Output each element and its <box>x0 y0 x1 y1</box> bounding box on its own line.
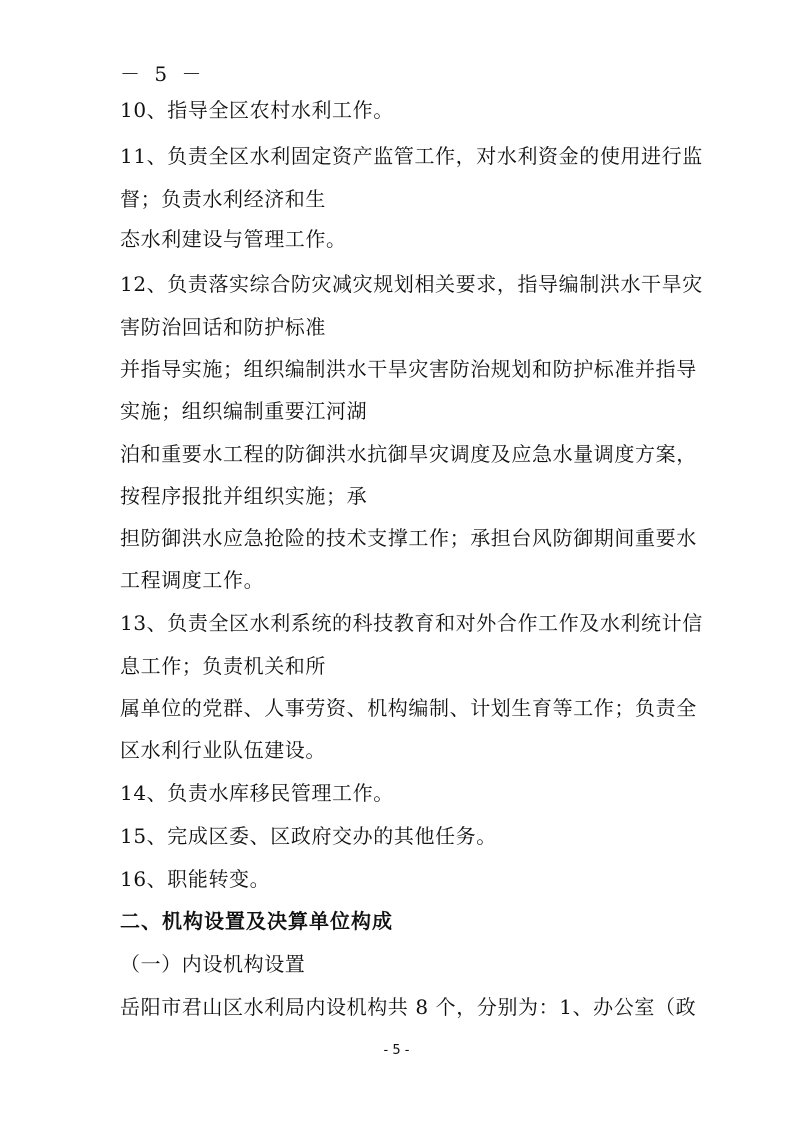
text-line-17: 14、负责水库移民管理工作。 <box>120 781 394 805</box>
text-line-5: 12、负责落实综合防灾减灾规划相关要求，指导编制洪水干旱灾 <box>120 272 703 296</box>
subsection-heading: （一）内设机构设置 <box>120 952 306 976</box>
text-line-14: 息工作；负责机关和所 <box>120 654 326 678</box>
text-line-8: 实施；组织编制重要江河湖 <box>120 399 368 423</box>
text-line-15: 属单位的党群、人事劳资、机构编制、计划生育等工作；负责全 <box>120 696 697 720</box>
text-line-16: 区水利行业队伍建设。 <box>120 738 326 762</box>
text-line-13: 13、负责全区水利系统的科技教育和对外合作工作及水利统计信 <box>120 611 703 635</box>
text-line-6: 害防治回话和防护标准 <box>120 315 326 339</box>
text-line-11: 担防御洪水应急抢险的技术支撑工作；承担台风防御期间重要水 <box>120 526 697 550</box>
text-line-18: 15、完成区委、区政府交办的其他任务。 <box>120 824 497 848</box>
top-page-number: － 5 － <box>120 62 206 86</box>
footer-page-number: - 5 - <box>383 1043 410 1058</box>
text-line-19: 16、职能转变。 <box>120 867 271 891</box>
text-line-7: 并指导实施；组织编制洪水干旱灾害防治规划和防护标准并指导 <box>120 357 697 381</box>
text-line-1: 10、指导全区农村水利工作。 <box>120 98 394 122</box>
section-heading: 二、机构设置及决算单位构成 <box>120 909 393 933</box>
text-line-4: 态水利建设与管理工作。 <box>120 227 347 251</box>
text-line-12: 工程调度工作。 <box>120 568 265 592</box>
text-line-3: 督；负责水利经济和生 <box>120 187 326 211</box>
text-line-2: 11、负责全区水利固定资产监管工作，对水利资金的使用进行监 <box>120 144 703 168</box>
text-line-last: 岳阳市君山区水利局内设机构共 8 个，分别为：1、办公室（政 <box>120 995 697 1019</box>
text-line-10: 按程序报批并组织实施；承 <box>120 484 368 508</box>
text-line-9: 泊和重要水工程的防御洪水抗御旱灾调度及应急水量调度方案， <box>120 442 697 466</box>
